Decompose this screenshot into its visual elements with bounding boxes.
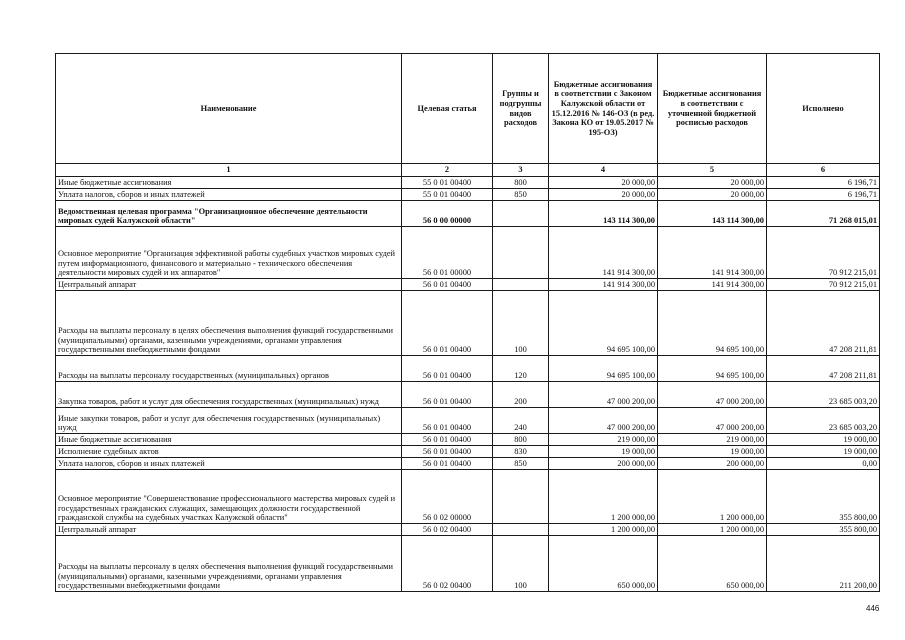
row-expense-group: 100 [493, 291, 549, 356]
row-target-article: 56 0 01 00400 [402, 408, 493, 434]
row-executed: 355 800,00 [767, 470, 880, 524]
row-executed: 355 800,00 [767, 524, 880, 536]
row-executed: 211 200,00 [767, 536, 880, 592]
row-executed: 6 196,71 [767, 189, 880, 201]
row-target-article: 55 0 01 00400 [402, 189, 493, 201]
row-law-allocation: 141 914 300,00 [549, 279, 658, 291]
row-specified-allocation: 47 000 200,00 [658, 382, 767, 408]
row-specified-allocation: 1 200 000,00 [658, 524, 767, 536]
row-specified-allocation: 20 000,00 [658, 177, 767, 189]
row-expense-group: 200 [493, 382, 549, 408]
row-expense-group [493, 524, 549, 536]
row-target-article: 56 0 01 00400 [402, 291, 493, 356]
row-law-allocation: 650 000,00 [549, 536, 658, 592]
table-row [56, 446, 880, 458]
table-row [56, 382, 880, 408]
row-expense-group: 850 [493, 458, 549, 470]
row-expense-group [493, 470, 549, 524]
budget-table [55, 53, 880, 592]
header-law-allocations: Бюджетные ассигнования в соответствии с Законом Калужской области от 15.12.2016 № 146-ОЗ (в ред. Закона КО от 19.05.2017 № 195-ОЗ) [549, 54, 658, 164]
row-executed: 47 208 211,81 [767, 356, 880, 382]
row-name: Основное мероприятие "Совершенствование профессионального мастерства мировых судей и государственных гражданских служащих, замещающих должности государственной гражданской службы на судебных участках Калужской области" [56, 470, 402, 524]
table-row [56, 524, 880, 536]
row-name: Расходы на выплаты персоналу государственных (муниципальных) органов [56, 356, 402, 382]
table-row [56, 227, 880, 279]
row-specified-allocation: 19 000,00 [658, 446, 767, 458]
row-specified-allocation: 1 200 000,00 [658, 470, 767, 524]
row-target-article: 56 0 02 00400 [402, 536, 493, 592]
row-specified-allocation: 650 000,00 [658, 536, 767, 592]
table-row [56, 356, 880, 382]
row-name: Уплата налогов, сборов и иных платежей [56, 458, 402, 470]
row-law-allocation: 200 000,00 [549, 458, 658, 470]
row-executed: 0,00 [767, 458, 880, 470]
row-name: Расходы на выплаты персоналу в целях обеспечения выполнения функций государственными (муниципальными) органами, казенными учреждениями, органами управления государственными внебюджетными фондами [56, 291, 402, 356]
row-law-allocation: 19 000,00 [549, 446, 658, 458]
row-expense-group: 800 [493, 177, 549, 189]
column-number: 5 [658, 164, 767, 177]
header-row [56, 54, 880, 164]
row-target-article: 56 0 00 00000 [402, 201, 493, 227]
row-specified-allocation: 200 000,00 [658, 458, 767, 470]
row-expense-group: 850 [493, 189, 549, 201]
row-expense-group [493, 201, 549, 227]
row-expense-group: 100 [493, 536, 549, 592]
row-name: Уплата налогов, сборов и иных платежей [56, 189, 402, 201]
column-number: 1 [56, 164, 402, 177]
row-specified-allocation: 94 695 100,00 [658, 291, 767, 356]
row-executed: 19 000,00 [767, 446, 880, 458]
row-name: Основное мероприятие "Организация эффективной работы судебных участков мировых судей путем информационного, финансового и материально - технического обеспечения деятельности мировых судей и их аппаратов" [56, 227, 402, 279]
row-law-allocation: 219 000,00 [549, 434, 658, 446]
row-specified-allocation: 94 695 100,00 [658, 356, 767, 382]
row-target-article: 56 0 01 00400 [402, 356, 493, 382]
row-law-allocation: 1 200 000,00 [549, 524, 658, 536]
column-number-row [56, 164, 880, 177]
row-executed: 6 196,71 [767, 177, 880, 189]
row-executed: 71 268 015,01 [767, 201, 880, 227]
table-row [56, 279, 880, 291]
row-law-allocation: 20 000,00 [549, 177, 658, 189]
row-expense-group: 120 [493, 356, 549, 382]
row-target-article: 56 0 01 00400 [402, 279, 493, 291]
row-specified-allocation: 141 914 300,00 [658, 279, 767, 291]
row-expense-group: 830 [493, 446, 549, 458]
row-name: Иные бюджетные ассигнования [56, 434, 402, 446]
header-specified-allocations: Бюджетные ассигнования в соответствии с уточненной бюджетной росписью расходов [658, 54, 767, 164]
row-law-allocation: 94 695 100,00 [549, 356, 658, 382]
column-number: 2 [402, 164, 493, 177]
table-row [56, 291, 880, 356]
row-executed: 23 685 003,20 [767, 382, 880, 408]
table-row [56, 408, 880, 434]
row-law-allocation: 20 000,00 [549, 189, 658, 201]
row-law-allocation: 143 114 300,00 [549, 201, 658, 227]
row-executed: 70 912 215,01 [767, 227, 880, 279]
header-expense-groups: Группы и подгруппы видов расходов [493, 54, 549, 164]
row-name: Центральный аппарат [56, 524, 402, 536]
row-law-allocation: 47 000 200,00 [549, 382, 658, 408]
header-executed: Исполнено [767, 54, 880, 164]
row-executed: 70 912 215,01 [767, 279, 880, 291]
row-name: Закупка товаров, работ и услуг для обеспечения государственных (муниципальных) нужд [56, 382, 402, 408]
header-name: Наименование [56, 54, 402, 164]
column-number: 6 [767, 164, 880, 177]
page-number: 446 [866, 604, 880, 613]
row-target-article: 56 0 01 00400 [402, 446, 493, 458]
row-expense-group [493, 279, 549, 291]
row-target-article: 56 0 02 00000 [402, 470, 493, 524]
row-law-allocation: 94 695 100,00 [549, 291, 658, 356]
row-expense-group [493, 227, 549, 279]
row-executed: 47 208 211,81 [767, 291, 880, 356]
row-target-article: 56 0 01 00400 [402, 458, 493, 470]
row-expense-group: 240 [493, 408, 549, 434]
row-target-article: 56 0 01 00400 [402, 434, 493, 446]
row-specified-allocation: 47 000 200,00 [658, 408, 767, 434]
table-row [56, 201, 880, 227]
row-executed: 23 685 003,20 [767, 408, 880, 434]
table-row [56, 434, 880, 446]
row-target-article: 56 0 02 00400 [402, 524, 493, 536]
row-specified-allocation: 20 000,00 [658, 189, 767, 201]
column-number: 3 [493, 164, 549, 177]
row-law-allocation: 1 200 000,00 [549, 470, 658, 524]
row-target-article: 55 0 01 00400 [402, 177, 493, 189]
row-target-article: 56 0 01 00400 [402, 382, 493, 408]
row-executed: 19 000,00 [767, 434, 880, 446]
row-specified-allocation: 143 114 300,00 [658, 201, 767, 227]
table-row [56, 458, 880, 470]
row-name: Иные закупки товаров, работ и услуг для обеспечения государственных (муниципальных) нужд [56, 408, 402, 434]
row-name: Иные бюджетные ассигнования [56, 177, 402, 189]
row-specified-allocation: 219 000,00 [658, 434, 767, 446]
header-target-article: Целевая статья [402, 54, 493, 164]
row-target-article: 56 0 01 00000 [402, 227, 493, 279]
row-name: Центральный аппарат [56, 279, 402, 291]
row-expense-group: 800 [493, 434, 549, 446]
row-name: Исполнение судебных актов [56, 446, 402, 458]
row-name: Ведомственная целевая программа "Организационное обеспечение деятельности мировых судей Калужской области" [56, 201, 402, 227]
row-name: Расходы на выплаты персоналу в целях обеспечения выполнения функций государственными (муниципальными) органами, казенными учреждениями, органами управления государственными внебюджетными фондами [56, 536, 402, 592]
row-law-allocation: 47 000 200,00 [549, 408, 658, 434]
row-law-allocation: 141 914 300,00 [549, 227, 658, 279]
column-number: 4 [549, 164, 658, 177]
table-row [56, 177, 880, 189]
row-specified-allocation: 141 914 300,00 [658, 227, 767, 279]
table-row [56, 189, 880, 201]
table-row [56, 536, 880, 592]
table-row [56, 470, 880, 524]
